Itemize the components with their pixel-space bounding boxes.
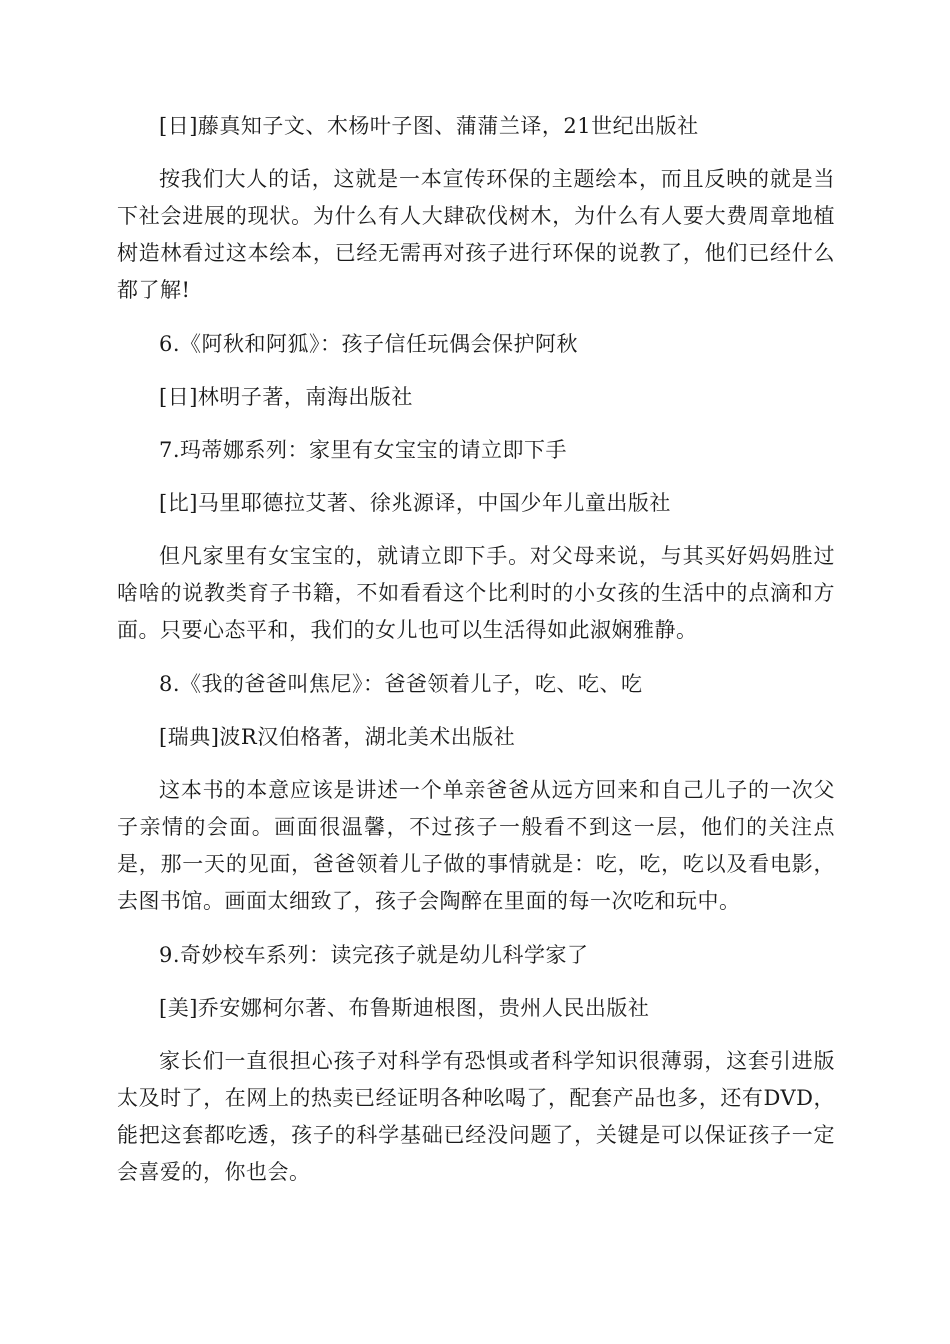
book-credit-paragraph: [美]乔安娜柯尔著、布鲁斯迪根图，贵州人民出版社 [159,996,650,1020]
book-credit-paragraph: [瑞典]波R汉伯格著，湖北美术出版社 [159,725,516,749]
book-heading-9: 9.奇妙校车系列：读完孩子就是幼儿科学家了 [159,943,589,967]
book-review-paragraph: 按我们大人的话，这就是一本宣传环保的主题绘本，而且反映的就是当下社会进展的现状。为什么有人大肆砍伐树木，为什么有人要大费周章地植树造林看过这本绘本，已经无需再对孩子进行环保的说教了，他们已经什么都了解! [117,167,835,302]
book-credit-paragraph: [日]林明子著，南海出版社 [159,385,413,409]
book-credit-paragraph: [日]藤真知子文、木杨叶子图、蒲蒲兰译，21世纪出版社 [159,114,699,138]
book-review-paragraph: 家长们一直很担心孩子对科学有恐惧或者科学知识很薄弱，这套引进版太及时了，在网上的热卖已经证明各种吆喝了，配套产品也多，还有DVD，能把这套都吃透，孩子的科学基础已经没问题了，关键是可以保证孩子一定会喜爱的，你也会。 [117,1049,835,1184]
book-heading-6: 6.《阿秋和阿狐》：孩子信任玩偶会保护阿秋 [159,332,579,356]
book-review-paragraph: 这本书的本意应该是讲述一个单亲爸爸从远方回来和自己儿子的一次父子亲情的会面。画面很温馨，不过孩子一般看不到这一层，他们的关注点是，那一天的见面，爸爸领着儿子做的事情就是：吃，吃，吃以及看电影，去图书馆。画面太细致了，孩子会陶醉在里面的每一次吃和玩中。 [117,778,835,913]
book-review-paragraph: 但凡家里有女宝宝的，就请立即下手。对父母来说，与其买好妈妈胜过啥啥的说教类育子书籍，不如看看这个比利时的小女孩的生活中的点滴和方面。只要心态平和，我们的女儿也可以生活得如此淑娴雅静。 [117,544,835,642]
book-heading-7: 7.玛蒂娜系列：家里有女宝宝的请立即下手 [159,438,568,462]
book-heading-8: 8.《我的爸爸叫焦尼》：爸爸领着儿子，吃、吃、吃 [159,672,643,696]
document-page [117,108,835,1191]
book-credit-paragraph: [比]马里耶德拉艾著、徐兆源译，中国少年儿童出版社 [159,491,671,515]
